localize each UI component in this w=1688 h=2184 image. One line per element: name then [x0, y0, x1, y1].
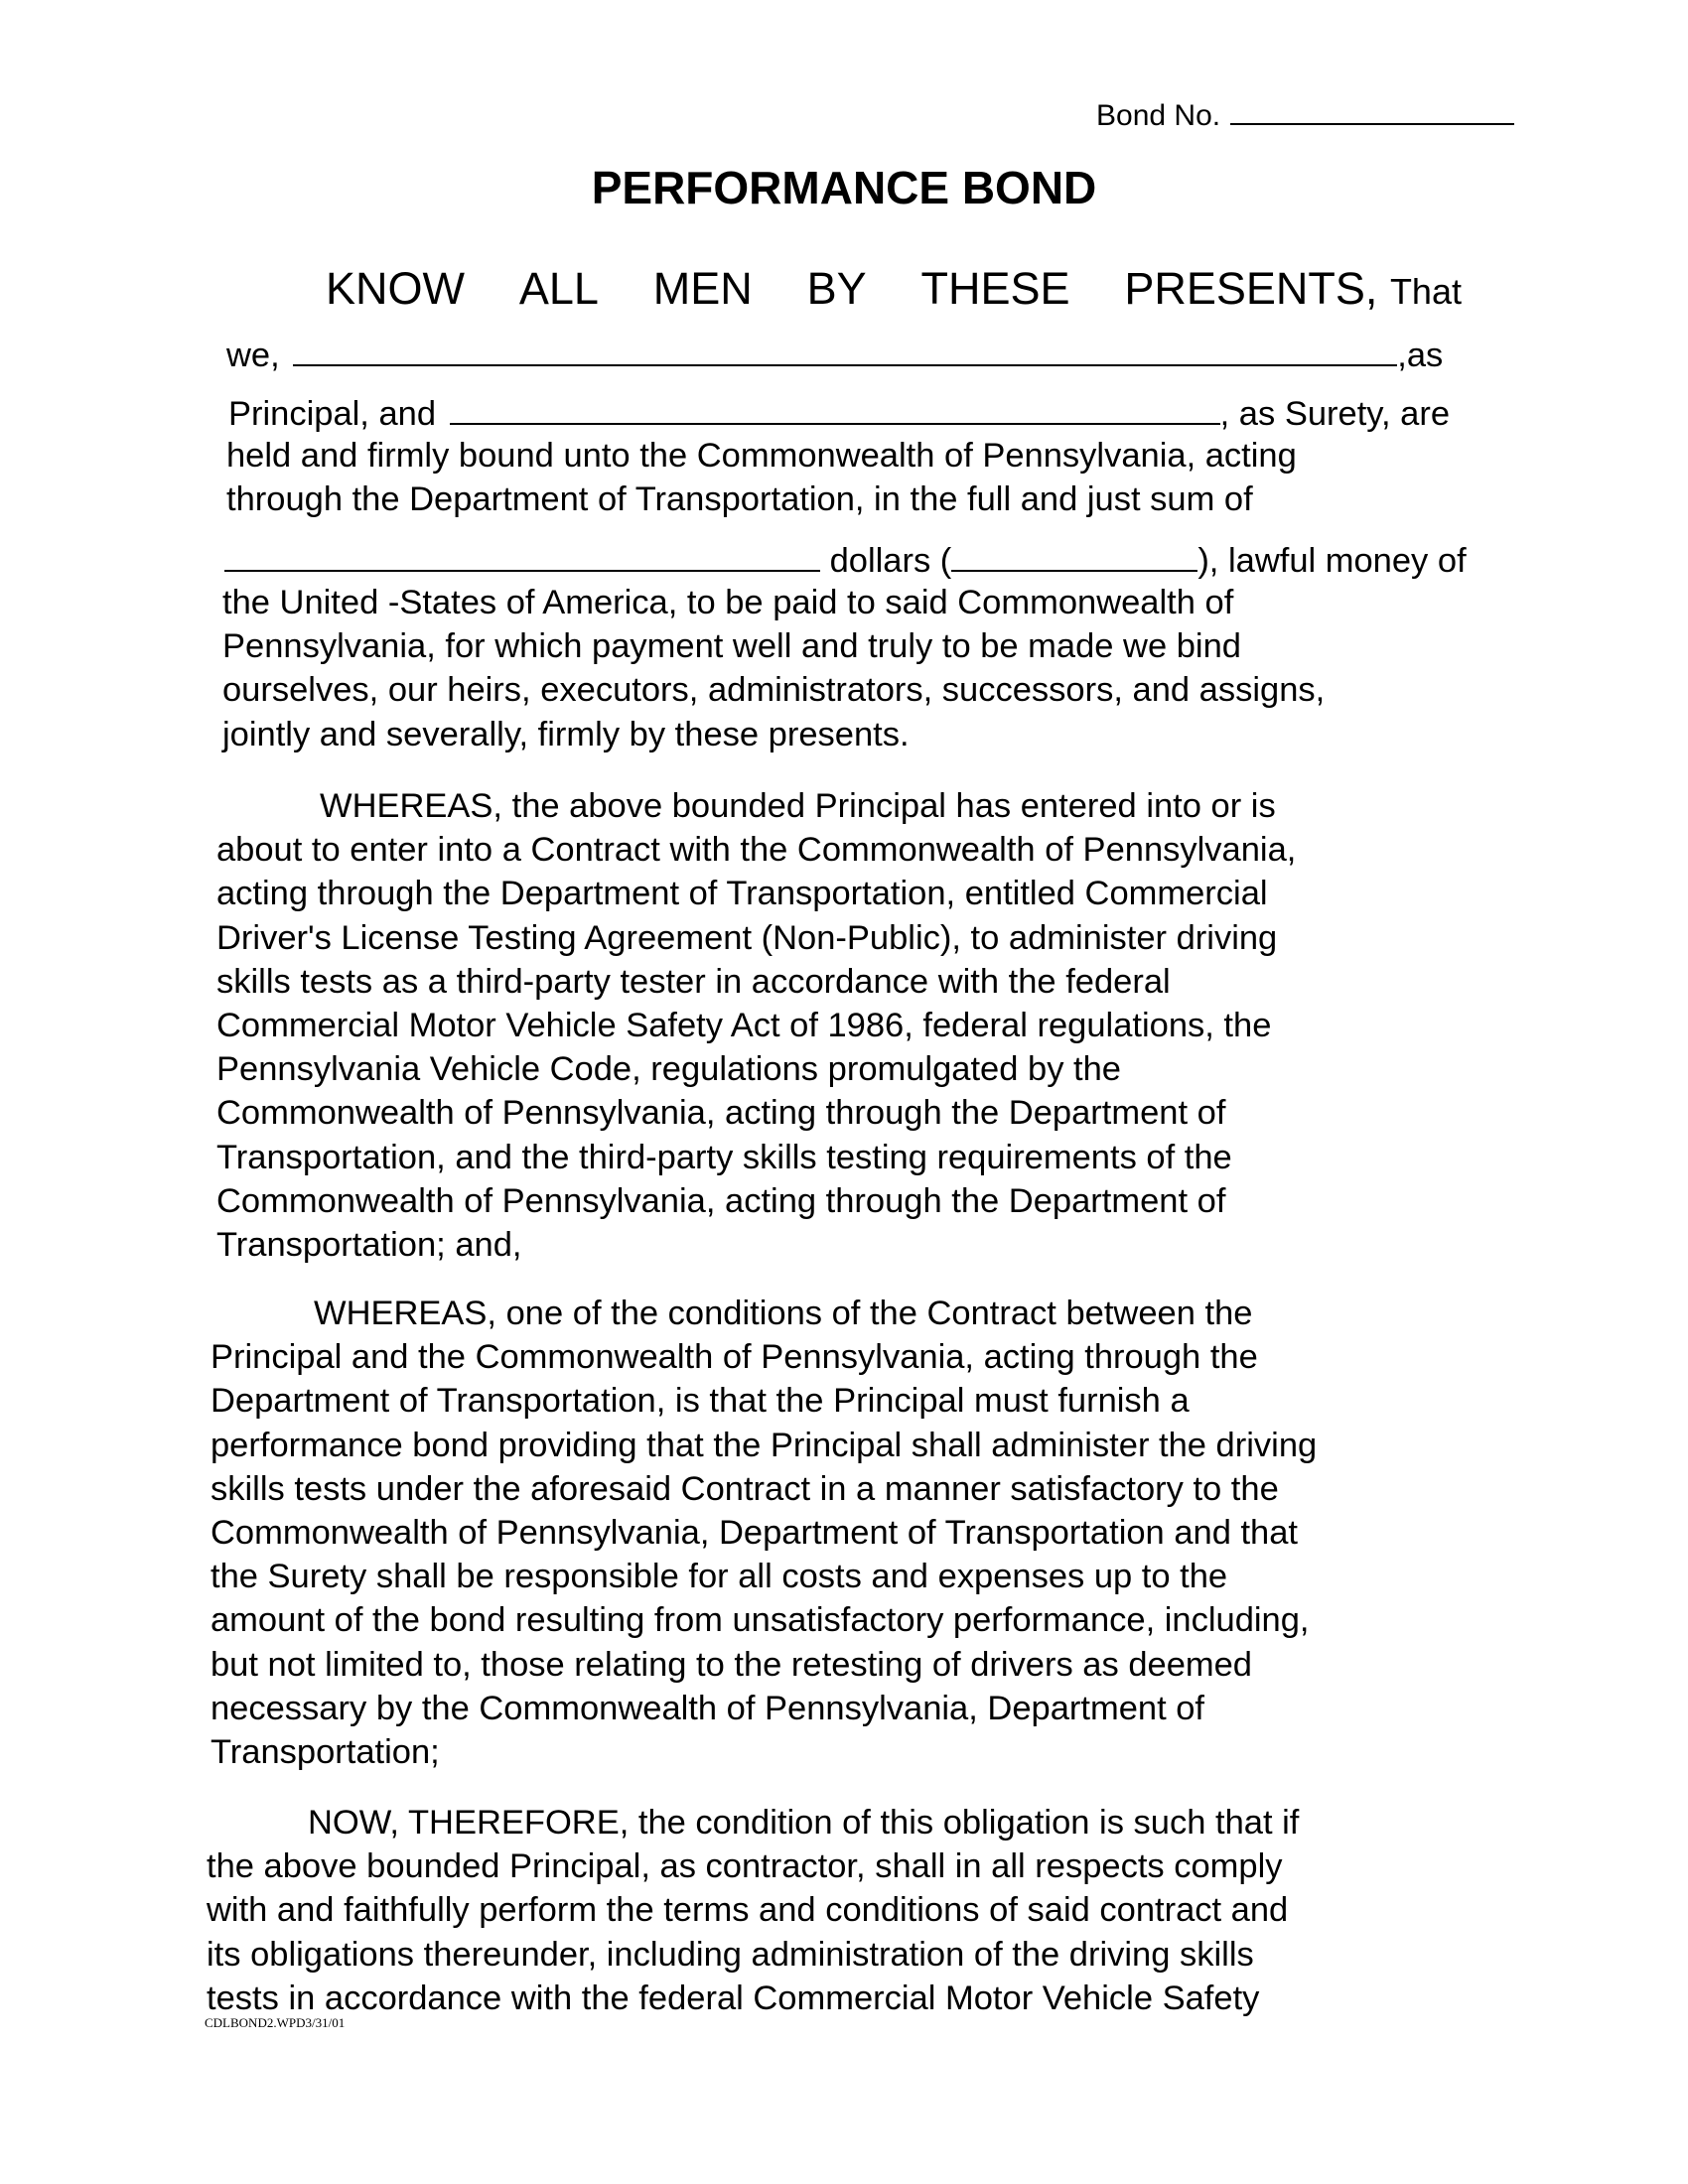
principal-line: [228, 393, 1450, 434]
text-line: NOW, THEREFORE, the condition of this obligation is such that if: [308, 1804, 1300, 1842]
document-footer-code: CDLBOND2.WPD3/31/01: [205, 2015, 346, 2030]
surety-label: , as Surety, are: [1219, 395, 1451, 433]
sum-words-field[interactable]: [224, 540, 820, 572]
text-line: the Surety shall be responsible for all costs and expenses up to the: [211, 1558, 1228, 1596]
sum-figures-field[interactable]: [951, 540, 1197, 572]
dollars-label: dollars (: [829, 542, 952, 580]
text-line: skills tests under the aforesaid Contract in a manner satisfactory to the: [211, 1469, 1279, 1508]
know-word: ALL: [518, 263, 599, 314]
text-line: jointly and severally, firmly by these presents.: [222, 715, 910, 753]
know-word-that: That: [1389, 271, 1462, 312]
text-line: performance bond providing that the Principal shall administer the driving: [211, 1426, 1318, 1464]
text-line: Commonwealth of Pennsylvania, acting through the Department of: [216, 1181, 1226, 1220]
text-line: Transportation; and,: [216, 1226, 522, 1265]
text-line: Pennsylvania, for which payment well and truly to be made we bind: [222, 627, 1241, 666]
text-line: amount of the bond resulting from unsatisfactory performance, including,: [211, 1601, 1310, 1640]
text-line: acting through the Department of Transportation, entitled Commercial: [216, 875, 1268, 913]
text-line: but not limited to, those relating to the retesting of drivers as deemed: [211, 1645, 1252, 1684]
bond-number-field[interactable]: [1230, 97, 1514, 125]
text-line: skills tests as a third-party tester in accordance with the federal: [216, 962, 1171, 1001]
text-line: Pennsylvania Vehicle Code, regulations promulgated by the: [216, 1050, 1121, 1089]
text-line: the above bounded Principal, as contractor, shall in all respects comply: [207, 1847, 1283, 1886]
know-word: KNOW: [326, 263, 465, 314]
bond-number-label: Bond No.: [1096, 99, 1221, 132]
now-therefore-paragraph: [207, 1801, 1299, 2020]
text-line: tests in accordance with the federal Commercial Motor Vehicle Safety: [207, 1979, 1260, 2017]
principal-label: Principal, and: [228, 395, 437, 433]
know-word: PRESENTS,: [1124, 263, 1378, 314]
principal-name-field[interactable]: [293, 335, 1397, 366]
text-line: Driver's License Testing Agreement (Non-Public), to administer driving: [216, 918, 1278, 957]
text-line: ourselves, our heirs, executors, administrators, successors, and assigns,: [222, 671, 1326, 710]
lawful-money-label: ), lawful money of: [1197, 542, 1467, 580]
intro-paragraph-b: [222, 581, 1325, 756]
text-line: WHEREAS, one of the conditions of the Contract between the: [314, 1295, 1253, 1332]
text-line: held and firmly bound unto the Commonwealth of Pennsylvania, acting: [226, 437, 1297, 475]
text-line: WHEREAS, the above bounded Principal has entered into or is: [320, 787, 1276, 825]
text-line: Department of Transportation, is that the Principal must furnish a: [211, 1382, 1190, 1421]
bond-number: [1096, 97, 1514, 133]
text-line: Transportation;: [211, 1733, 440, 1772]
text-line: Commonwealth of Pennsylvania, Department of Transportation and that: [211, 1514, 1299, 1553]
text-line: Principal and the Commonwealth of Pennsylvania, acting through the: [211, 1338, 1258, 1377]
sum-line: [224, 540, 1467, 581]
text-line: Transportation, and the third-party skills testing requirements of the: [216, 1138, 1232, 1176]
know-word: MEN: [652, 263, 753, 314]
text-line: about to enter into a Contract with the Commonwealth of Pennsylvania,: [216, 831, 1297, 870]
know-word: BY: [806, 263, 867, 314]
text-line: its obligations thereunder, including administration of the driving skills: [207, 1935, 1254, 1974]
text-line: through the Department of Transportation, in the full and just sum of: [226, 480, 1253, 519]
text-line: Commonwealth of Pennsylvania, acting through the Department of: [216, 1094, 1226, 1133]
know-all-men-line: [326, 263, 1462, 315]
whereas-paragraph-2: [211, 1292, 1317, 1774]
surety-name-field[interactable]: [450, 393, 1220, 425]
text-line: with and faithfully perform the terms and conditions of said contract and: [207, 1891, 1289, 1930]
we-line: [226, 335, 1443, 375]
as-label: ,as: [1397, 337, 1444, 374]
page-title: PERFORMANCE BOND: [591, 162, 1097, 213]
we-label: we,: [226, 337, 280, 374]
whereas-paragraph-1: [216, 784, 1296, 1267]
text-line: necessary by the Commonwealth of Pennsylvania, Department of: [211, 1689, 1205, 1727]
text-line: Commercial Motor Vehicle Safety Act of 1986, federal regulations, the: [216, 1007, 1272, 1045]
know-word: THESE: [920, 263, 1070, 314]
intro-paragraph-a: [226, 434, 1297, 521]
text-line: the United -States of America, to be paid to said Commonwealth of: [222, 584, 1234, 621]
